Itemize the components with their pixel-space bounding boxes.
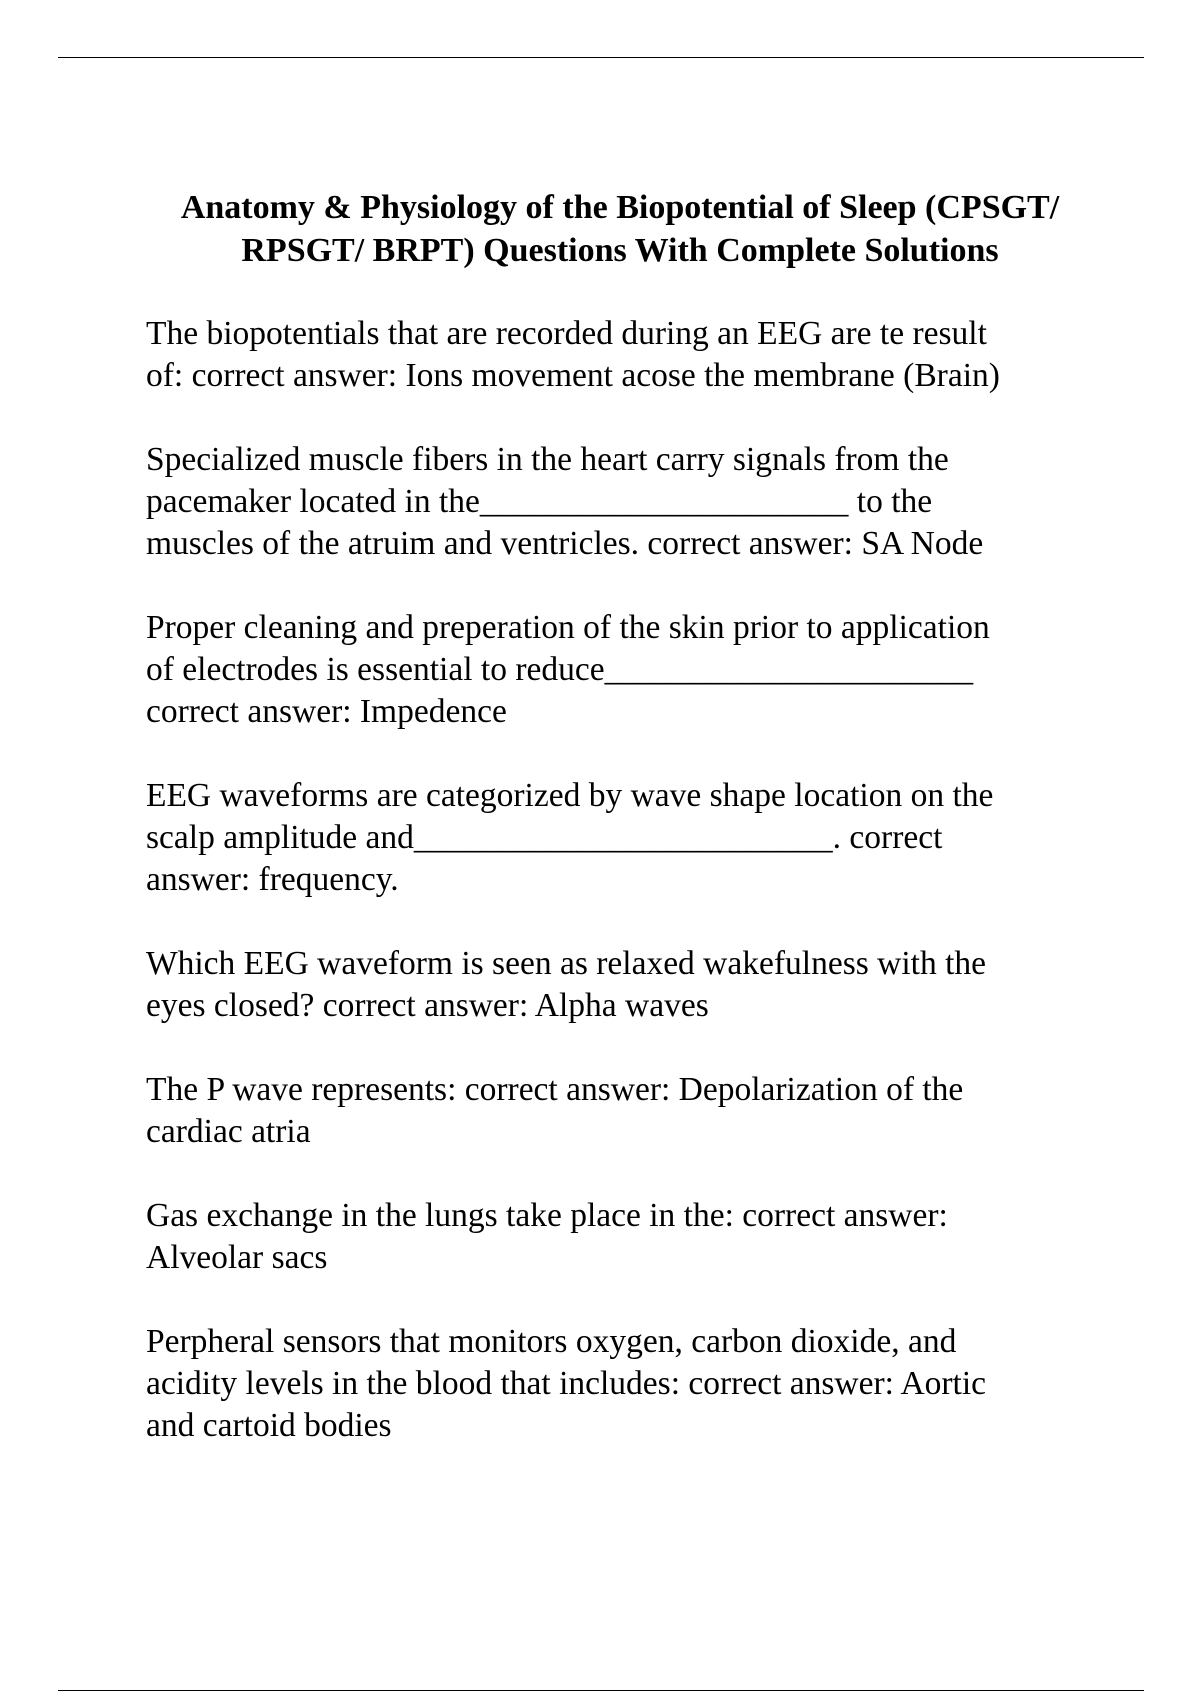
- footer-rule: [58, 1690, 1144, 1691]
- question-text-line: Alveolar sacs: [146, 1239, 328, 1276]
- question-item: [146, 943, 1146, 1027]
- question-item: [146, 607, 1146, 733]
- question-item: [146, 439, 1146, 565]
- question-text-line: cardiac atria: [146, 1113, 311, 1150]
- question-text-line: scalp amplitude and_________________________. correct: [146, 819, 943, 856]
- question-item: [146, 775, 1146, 901]
- question-item: [146, 1321, 1146, 1447]
- question-text-line: Which EEG waveform is seen as relaxed wakefulness with the: [146, 945, 987, 982]
- question-text-line: and cartoid bodies: [146, 1407, 392, 1444]
- question-text-line: acidity levels in the blood that includes: correct answer: Aortic: [146, 1365, 987, 1402]
- question-text-line: of electrodes is essential to reduce______________________: [146, 651, 974, 688]
- question-text-line: The P wave represents: correct answer: Depolarization of the: [146, 1071, 964, 1108]
- question-text-line: answer: frequency.: [146, 861, 399, 898]
- page-title-line: Anatomy & Physiology of the Biopotential of Sleep (CPSGT/: [180, 189, 1060, 226]
- question-text-line: Proper cleaning and preperation of the skin prior to application: [146, 609, 990, 646]
- question-text-line: correct answer: Impedence: [146, 693, 507, 730]
- question-text-line: Specialized muscle fibers in the heart carry signals from the: [146, 441, 949, 478]
- question-text-line: The biopotentials that are recorded during an EEG are te result: [146, 315, 987, 352]
- question-text-line: eyes closed? correct answer: Alpha waves: [146, 987, 709, 1024]
- question-text-line: Perpheral sensors that monitors oxygen, carbon dioxide, and: [146, 1323, 957, 1360]
- page-title: [130, 186, 1110, 272]
- question-text-line: muscles of the atruim and ventricles. correct answer: SA Node: [146, 525, 984, 562]
- question-text-line: of: correct answer: Ions movement acose the membrane (Brain): [146, 357, 1000, 394]
- header-rule: [58, 57, 1144, 58]
- question-item: [146, 313, 1146, 397]
- question-item: [146, 1069, 1146, 1153]
- question-text-line: EEG waveforms are categorized by wave shape location on the: [146, 777, 994, 814]
- question-text-line: pacemaker located in the______________________ to the: [146, 483, 933, 520]
- question-text-line: Gas exchange in the lungs take place in the: correct answer:: [146, 1197, 948, 1234]
- page-title-line: RPSGT/ BRPT) Questions With Complete Solutions: [241, 232, 999, 269]
- question-item: [146, 1195, 1146, 1279]
- question-list: [146, 313, 1146, 1489]
